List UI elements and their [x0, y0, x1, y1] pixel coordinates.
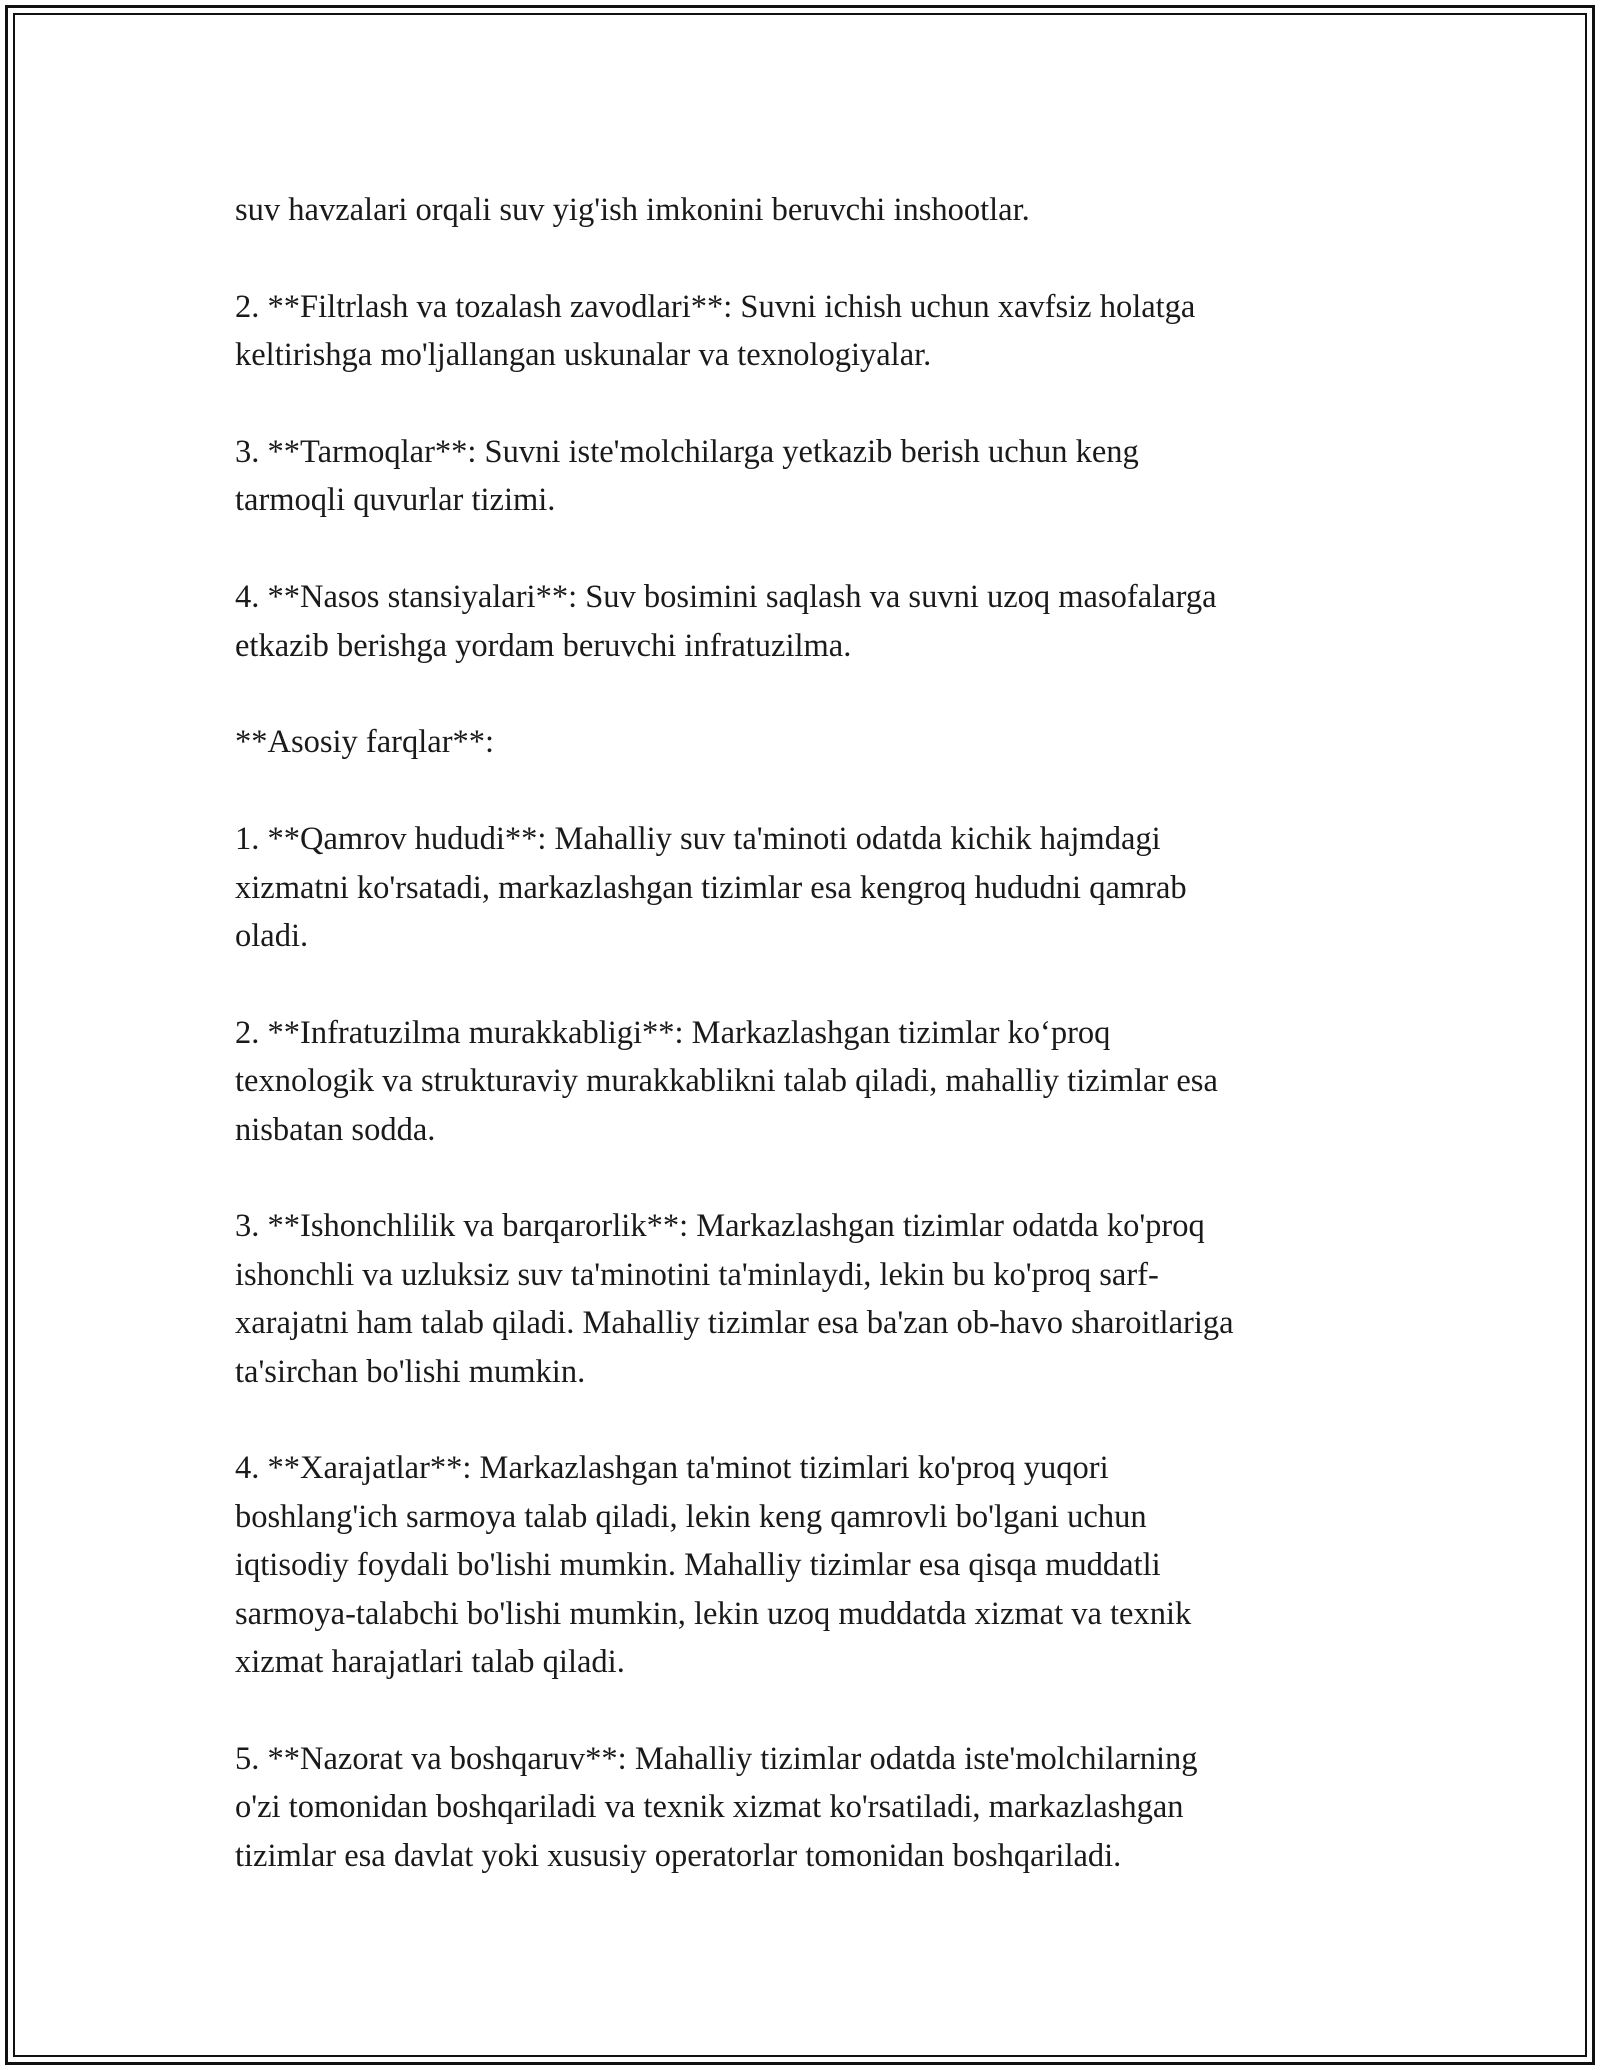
paragraph-pump-stations: 4. **Nasos stansiyalari**: Suv bosimini saqlash va suvni uzoq masofalarga etkazib berishga yordam beruvchi infratuzilma. — [235, 579, 1217, 664]
paragraph-intro-continuation: suv havzalari orqali suv yig'ish imkonini beruvchi inshootlar. — [235, 192, 1030, 228]
section-heading-key-differences: **Asosiy farqlar**: — [235, 724, 495, 761]
paragraph-control-management: 5. **Nazorat va boshqaruv**: Mahalliy tizimlar odatda iste'molchilarning o'zi tomonidan boshqariladi va texnik xizmat ko'rsatiladi, markazlashgan tizimlar esa davlat yoki xususiy operatorlar tomonidan boshqariladi. — [235, 1740, 1198, 1874]
document-body — [235, 186, 1395, 1928]
paragraph-networks: 3. **Tarmoqlar**: Suvni iste'molchilarga yetkazib berish uchun keng tarmoqli quvurlar tizimi. — [235, 434, 1139, 519]
paragraph-reliability: 3. **Ishonchlilik va barqarorlik**: Markazlashgan tizimlar odatda ko'proq ishonchli va uzluksiz suv ta'minotini ta'minlaydi, lekin bu ko'proq sarf- xarajatni ham talab qiladi. Mahalliy tizimlar esa ba'zan ob-havo sharoitlariga ta'sirchan bo'lishi mumkin. — [235, 1208, 1234, 1390]
paragraph-infrastructure-complexity: 2. **Infratuzilma murakkabligi**: Markazlashgan tizimlar ko‘proq texnologik va strukturaviy murakkablikni talab qiladi, mahalliy tizimlar esa nisbatan sodda. — [235, 1014, 1218, 1148]
paragraph-coverage-area: 1. **Qamrov hududi**: Mahalliy suv ta'minoti odatda kichik hajmdagi xizmatni ko'rsatadi, markazlashgan tizimlar esa kengroq hududni qamrab oladi. — [235, 821, 1187, 955]
paragraph-filtering-plants: 2. **Filtrlash va tozalash zavodlari**: Suvni ichish uchun xavfsiz holatga keltirishga mo'ljallangan uskunalar va texnologiyalar. — [235, 288, 1196, 374]
paragraph-costs: 4. **Xarajatlar**: Markazlashgan ta'minot tizimlari ko'proq yuqori boshlang'ich sarmoya talab qiladi, lekin keng qamrovli bo'lgani uchun iqtisodiy foydali bo'lishi mumkin. Mahalliy tizimlar esa qisqa muddatli sarmoya-talabchi bo'lishi mumkin, lekin uzoq muddatda xizmat va texnik xizmat harajatlari talab qiladi. — [235, 1450, 1192, 1681]
